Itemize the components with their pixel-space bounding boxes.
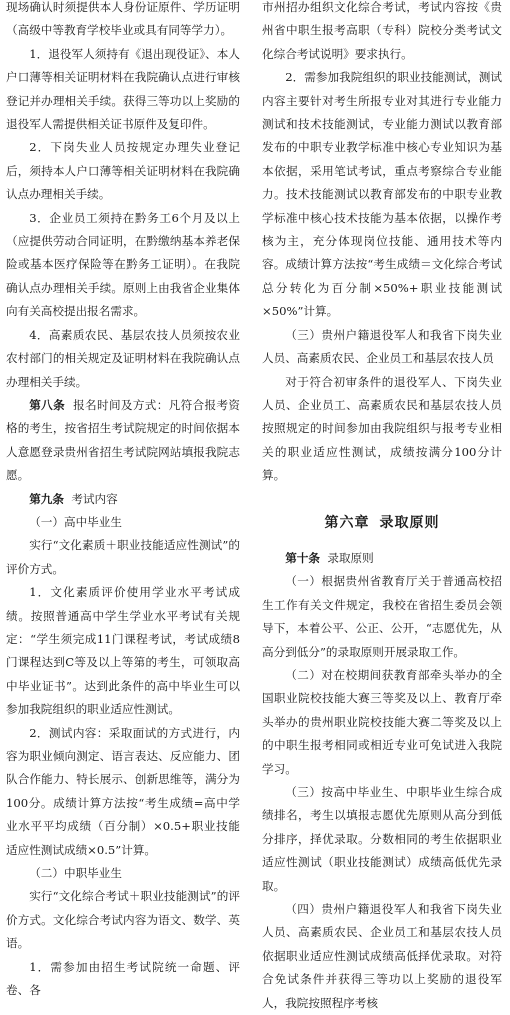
section-heading: （一）高中毕业生 bbox=[29, 514, 122, 529]
paragraph: 4．高素质农民、基层农技人员须按农业农村部门的相关规定及证明材料在我院确认点办理相关手续。 bbox=[6, 327, 240, 389]
paragraph: 1．文化素质评价使用学业水平考试成绩。按照普通高中学生学业水平考试有关规定：“学生须完成11门课程考试，考试成绩8门课程达到C等及以上等第的考生，可领取高中毕业证书”。达到此条件的高中毕业生可以参加我院组织的职业适应性测试。 bbox=[6, 585, 240, 717]
paragraph: 对于符合初审条件的退役军人、下岗失业人员、企业员工、高素质农民和基层农技人员按照规定的时间参加由我院组织与报考专业相关的职业适应性测试，成绩按满分100分计算。 bbox=[262, 374, 502, 483]
paragraph: （四）贵州户籍退役军人和我省下岗失业人员、高素质农民、企业员工和基层农技人员依据职业适应性测试成绩高低择优录取。对符合免试条件并获得三等功以上奖励的退役军人，我院按照程序考核 bbox=[262, 902, 502, 1010]
right-column bbox=[262, 0, 502, 1015]
paragraph: 2．下岗失业人员按规定办理失业登记后，须持本人户口薄等相关证明材料在我院确认点办理相关手续。 bbox=[6, 140, 240, 202]
article-text: 报名时间及方式：凡符合报考资格的考生，按省招生考试院规定的时间依据本人意愿登录贵州省招生考试院网站填报我院志愿。 bbox=[6, 397, 240, 483]
paragraph: 市州招办组织文化综合考试，考试内容按《贵州省中职生报考高职（专科）院校分类考试文化综合考试说明》要求执行。 bbox=[262, 0, 502, 61]
paragraph: 3．企业员工须持在黔务工6个月及以上（应提供劳动合同证明，在黔缴纳基本养老保险或基本医疗保险等在黔务工证明）。在我院确认点办理相关手续。原则上由我省企业集体向有关高校提出报名需求。 bbox=[6, 210, 240, 319]
chapter-title: 录取原则 bbox=[379, 514, 440, 531]
article-paragraph bbox=[6, 394, 240, 488]
article-paragraph bbox=[262, 547, 502, 570]
chapter-number: 第六章 bbox=[324, 514, 370, 531]
section-heading: （三）贵州户籍退役军人和我省下岗失业人员、高素质农民、企业员工和基层农技人员 bbox=[262, 327, 502, 366]
paragraph: 现场确认时须提供本人身份证原件、学历证明（高级中等教育学校毕业或具有同等学力）。 bbox=[6, 0, 240, 38]
paragraph: 2．需参加我院组织的职业技能测试，测试内容主要针对考生所报专业对其进行专业能力测试和技术技能测试，专业能力测试以教育部发布的中职专业教学标准中核心专业知识为基本依据，采用笔试考试，重点考察综合专业能力。技术技能测试以教育部发布的中职专业教学标准中核心技术技能为基本依据，以操作考核为主，充分体现岗位技能、通用技术等内容。成绩计算方法按“考生成绩＝文化综合考试总分转化为百分制×50%+职业技能测试×50%”计算。 bbox=[262, 70, 502, 319]
paragraph: 实行“文化素质＋职业技能适应性测试”的评价方式。 bbox=[6, 538, 240, 576]
article-label: 第九条 bbox=[29, 491, 64, 506]
article-text: 考试内容 bbox=[71, 491, 118, 506]
chapter-heading bbox=[262, 512, 502, 535]
article-paragraph bbox=[6, 488, 240, 511]
left-column bbox=[6, 0, 240, 1002]
paragraph: 1．需参加由招生考试院统一命题、评卷、各 bbox=[6, 959, 240, 998]
paragraph: 2．测试内容：采取面试的方式进行，内容为职业倾向测定、语言表达、反应能力、团队合作能力、特长展示、创新思维等，满分为100分。成绩计算方法按“考生成绩=高中学业水平平均成绩（百分制）×0.5+职业技能适应性测试成绩×0.5”计算。 bbox=[6, 725, 240, 857]
article-label: 第八条 bbox=[29, 397, 66, 412]
paragraph: （三）按高中毕业生、中职毕业生综合成绩排名，考生以填报志愿优先原则从高分到低分排序，择优录取。分数相同的考生依据职业适应性测试（职业技能测试）成绩高低优先录取。 bbox=[262, 785, 502, 893]
article-text: 录取原则 bbox=[327, 550, 374, 565]
paragraph: 1．退役军人须持有《退出现役证》、本人户口薄等相关证明材料在我院确认点进行审核登记并办理相关手续。获得三等功以上奖励的退役军人需提供相关证书原件及复印件。 bbox=[6, 46, 240, 132]
paragraph: 实行“文化综合考试＋职业技能测试”的评价方式。文化综合考试内容为语文、数学、英语。 bbox=[6, 889, 240, 951]
paragraph: （二）对在校期间获教育部牵头举办的全国职业院校技能大赛三等奖及以上、教育厅牵头举办的贵州职业院校技能大赛二等奖及以上的中职生报考相同或相近专业可免试进入我院学习。 bbox=[262, 667, 502, 776]
paragraph: （一）根据贵州省教育厅关于普通高校招生工作有关文件规定，我校在省招生委员会领导下，本着公平、公正、公开，“志愿优先，从高分到低分”的录取原则开展录取工作。 bbox=[262, 574, 502, 659]
section-heading: （二）中职毕业生 bbox=[29, 866, 122, 881]
article-label: 第十条 bbox=[285, 550, 320, 565]
